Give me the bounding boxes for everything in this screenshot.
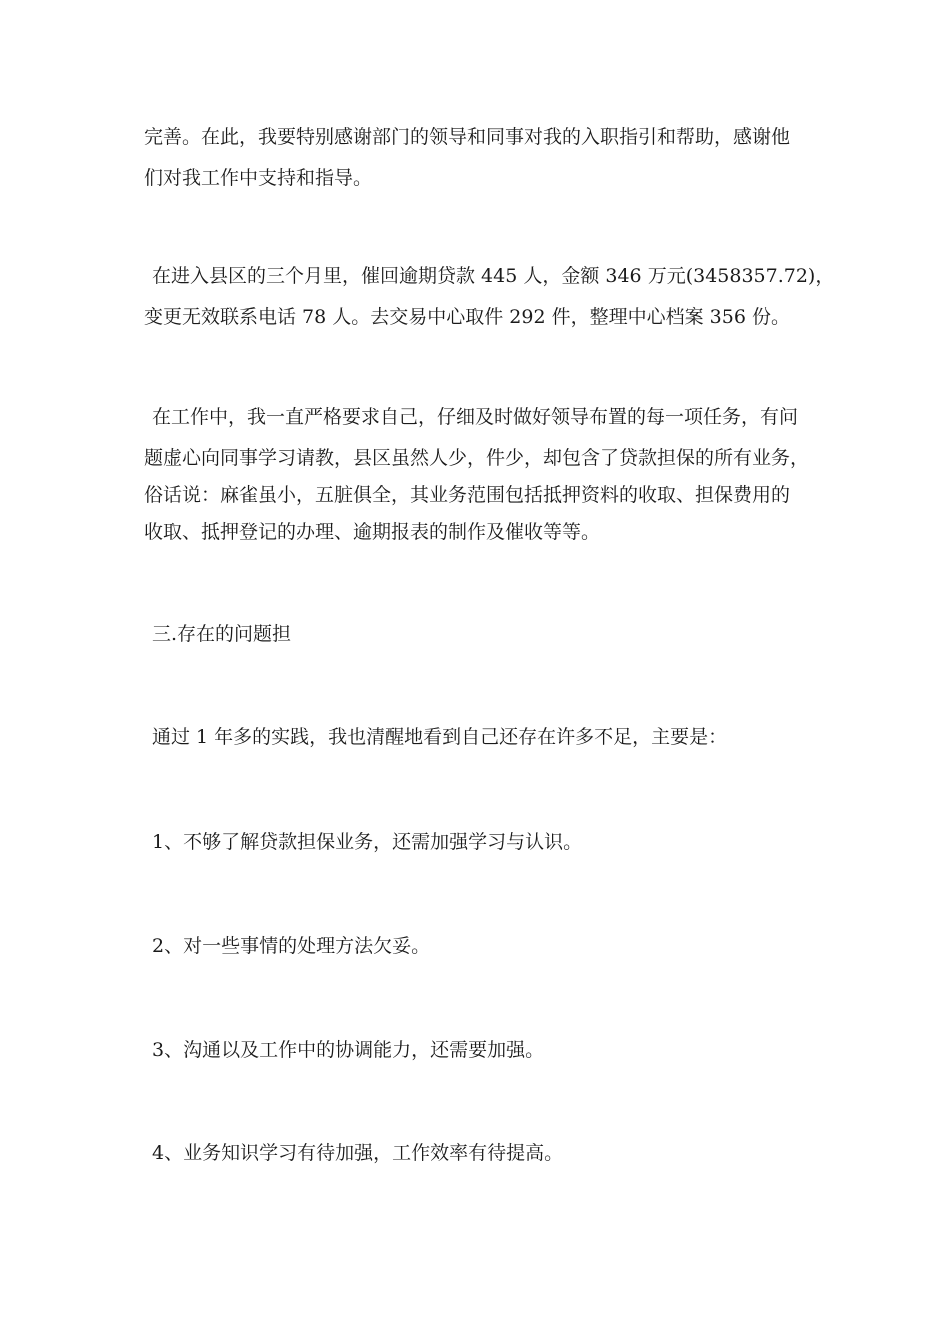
paragraph-line: 变更无效联系电话 78 人。去交易中心取件 292 件，整理中心档案 356 份。	[144, 306, 790, 328]
paragraph-line: 在进入县区的三个月里，催回逾期贷款 445 人，金额 346 万元(3458357.72)，	[152, 265, 835, 287]
paragraph-line: 俗话说：麻雀虽小，五脏俱全，其业务范围包括抵押资料的收取、担保费用的	[144, 484, 791, 506]
section-heading: 三.存在的问题担	[152, 623, 292, 645]
list-item: 3、沟通以及工作中的协调能力，还需要加强。	[152, 1039, 545, 1061]
intro-line: 通过 1 年多的实践，我也清醒地看到自己还存在许多不足，主要是：	[152, 726, 728, 748]
paragraph-line: 们对我工作中支持和指导。	[144, 167, 373, 189]
paragraph-line: 收取、抵押登记的办理、逾期报表的制作及催收等等。	[144, 521, 601, 543]
list-item: 4、业务知识学习有待加强，工作效率有待提高。	[152, 1142, 564, 1164]
paragraph-line: 题虚心向同事学习请教，县区虽然人少，件少，却包含了贷款担保的所有业务，	[144, 447, 810, 469]
paragraph-line: 完善。在此，我要特别感谢部门的领导和同事对我的入职指引和帮助，感谢他	[144, 126, 791, 148]
list-item: 1、不够了解贷款担保业务，还需加强学习与认识。	[152, 831, 583, 853]
list-item: 2、对一些事情的处理方法欠妥。	[152, 935, 431, 957]
paragraph-line: 在工作中，我一直严格要求自己，仔细及时做好领导布置的每一项任务，有问	[152, 406, 799, 428]
